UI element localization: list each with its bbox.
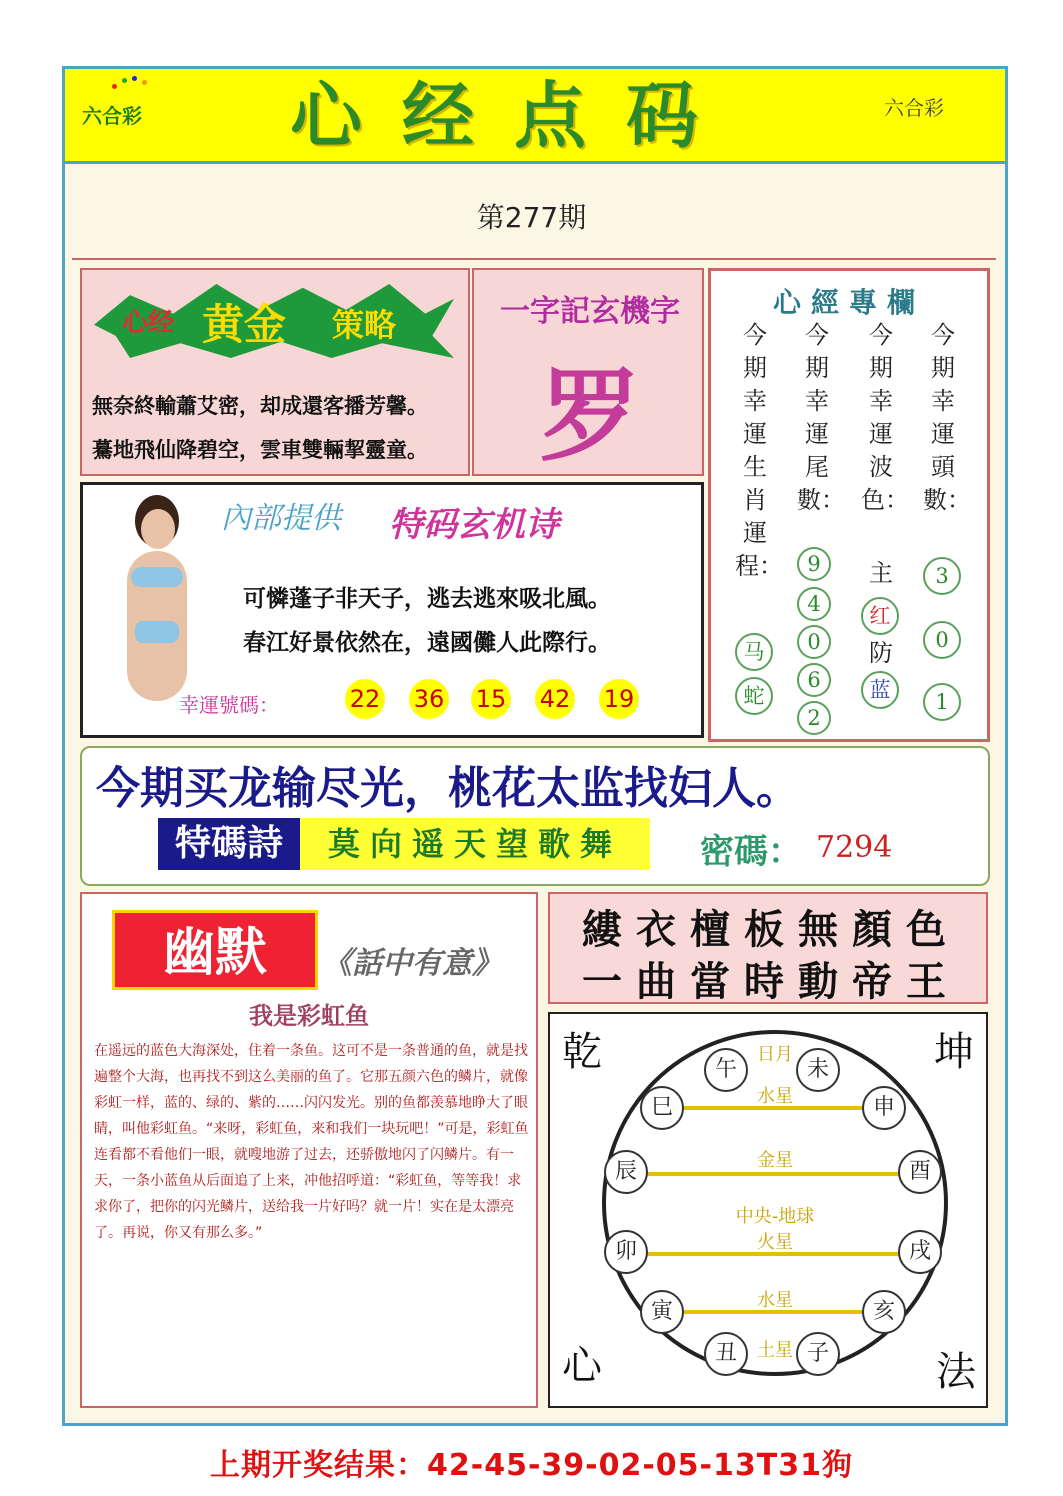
code-value: 7294 bbox=[816, 830, 893, 865]
special-poem-label: 特碼詩 bbox=[158, 818, 300, 870]
golden-line-1: 無奈終輸蕭艾密，却成還客播芳馨。 bbox=[92, 393, 428, 418]
golden-title-b: 黄金 bbox=[202, 300, 287, 349]
corner-top-right: 坤 bbox=[934, 1029, 974, 1075]
zodiac-chen: 辰 bbox=[604, 1150, 648, 1194]
golden-title-a: 心经 bbox=[122, 308, 175, 338]
golden-line-2: 驀地飛仙降碧空，雲車雙輛挈靈童。 bbox=[92, 437, 428, 462]
story-text: 在遥远的蓝色大海深处，住着一条鱼。这可不是一条普通的鱼，就是找遍整个大海，也再找不到这么美丽的鱼了。它那五颜六色的鳞片，就像彩虹一样，蓝的、绿的、紫的……闪闪发光。别的鱼都羡慕地睁大了眼睛，叫他彩虹鱼。“来呀，彩虹鱼，来和我们一块玩吧！”可是，彩虹鱼连看都不看他们一眼，就嗖地游了过去，还骄傲地闪了闪鳞片。有一天，一条小蓝鱼从后面追了上来，冲他招呼道：“彩虹鱼，等等我！求求你了，把你的闪光鳞片，送给我一片好吗？就一片！实在是太漂亮了。再说，你又有那么多。” bbox=[94, 1043, 529, 1241]
poem-box bbox=[80, 482, 704, 738]
logo-dots bbox=[112, 76, 152, 96]
golden-strategy-box bbox=[80, 268, 470, 476]
column-tail-label: 今期幸運尾數： bbox=[797, 321, 845, 514]
zodiac-zi: 子 bbox=[796, 1332, 840, 1376]
planet-mercury-bottom: 水星 bbox=[757, 1290, 793, 1311]
verse-line-2: 一曲當時動帝王 bbox=[582, 958, 960, 1005]
poem-line-1: 可憐蓬子非天子，逃去逃來吸北風。 bbox=[243, 585, 611, 612]
tail-value-1: 9 bbox=[797, 547, 831, 581]
golden-title-c: 策略 bbox=[332, 306, 397, 344]
poem-line-2: 春江好景依然在，遠國儺人此際行。 bbox=[243, 629, 611, 656]
head-value-2: 0 bbox=[923, 621, 961, 659]
zodiac-xu: 戌 bbox=[898, 1230, 942, 1274]
tail-value-2: 4 bbox=[797, 587, 831, 621]
lucky-number-4: 42 bbox=[535, 679, 575, 719]
word-hint-title: 一字記玄機字 bbox=[500, 294, 680, 329]
column-zodiac-label: 今期幸運生肖運程： bbox=[735, 321, 783, 580]
zodiac-value-2: 蛇 bbox=[735, 677, 773, 715]
zodiac-you: 酉 bbox=[898, 1150, 942, 1194]
humor-subtitle: 《話中有意》 bbox=[322, 946, 502, 981]
corner-top-left: 乾 bbox=[562, 1029, 602, 1075]
poem-box-title-b: 特码玄机诗 bbox=[389, 505, 559, 545]
column-wave-label: 今期幸運波色： bbox=[861, 321, 909, 514]
lucky-number-3: 15 bbox=[471, 679, 511, 719]
zodiac-mao: 卯 bbox=[604, 1230, 648, 1274]
wave-guard-label: 防 bbox=[869, 639, 893, 667]
tail-value-5: 2 bbox=[797, 701, 831, 735]
tail-value-4: 6 bbox=[797, 663, 831, 697]
planet-mars: 火星 bbox=[757, 1232, 793, 1253]
wave-guard-value: 蓝 bbox=[861, 671, 899, 709]
zodiac-hai: 亥 bbox=[862, 1290, 906, 1334]
page-title: 心经点码 bbox=[290, 73, 739, 158]
lucky-label: 幸運號碼： bbox=[179, 693, 279, 717]
wave-main-label: 主 bbox=[869, 559, 893, 587]
corner-bottom-left: 心 bbox=[562, 1343, 602, 1389]
story-title: 我是彩虹鱼 bbox=[249, 1001, 369, 1030]
column-title: 心經專欄 bbox=[772, 286, 925, 319]
head-value-1: 3 bbox=[923, 557, 961, 595]
corner-bottom-right: 法 bbox=[936, 1349, 976, 1395]
wheel-bar-2 bbox=[622, 1172, 928, 1176]
code-label: 密碼： bbox=[700, 832, 802, 872]
last-result: 上期开奖结果：42-45-39-02-05-13T31狗 bbox=[210, 1448, 853, 1483]
zodiac-chou: 丑 bbox=[704, 1332, 748, 1376]
planet-venus: 金星 bbox=[757, 1150, 793, 1171]
planet-sun-moon: 日月 bbox=[757, 1044, 793, 1065]
zodiac-si: 巳 bbox=[640, 1086, 684, 1130]
slogan: 今期买龙输尽光，桃花太监找妇人。 bbox=[96, 763, 800, 814]
lucky-number-1: 22 bbox=[345, 679, 385, 719]
zodiac-value-1: 马 bbox=[735, 633, 773, 671]
wave-main-value: 红 bbox=[861, 597, 899, 635]
column-box bbox=[708, 268, 990, 742]
poem-box-title-a: 內部提供 bbox=[221, 501, 341, 536]
planet-saturn: 土星 bbox=[757, 1340, 793, 1361]
divider bbox=[72, 258, 996, 260]
planet-earth: 中央-地球 bbox=[735, 1206, 815, 1227]
logo-right: 六合彩 bbox=[884, 96, 944, 120]
verse-line-1: 縷衣檀板無顏色 bbox=[582, 906, 960, 953]
word-hint-box bbox=[472, 268, 704, 476]
tail-value-3: 0 bbox=[797, 625, 831, 659]
special-poem-text: 莫向遥天望歌舞 bbox=[300, 818, 650, 870]
lucky-number-2: 36 bbox=[409, 679, 449, 719]
lucky-number-5: 19 bbox=[599, 679, 639, 719]
issue-number: 第277期 bbox=[476, 201, 587, 234]
logo-left bbox=[82, 100, 142, 129]
column-head-label: 今期幸運頭數： bbox=[923, 321, 971, 514]
zodiac-yin: 寅 bbox=[640, 1290, 684, 1334]
logo-left-text: 六合彩 bbox=[82, 104, 142, 128]
humor-badge: 幽默 bbox=[112, 910, 318, 990]
zodiac-shen: 申 bbox=[862, 1086, 906, 1130]
zodiac-wei: 未 bbox=[796, 1048, 840, 1092]
word-hint-char: 罗 bbox=[540, 357, 640, 475]
zodiac-wu: 午 bbox=[704, 1048, 748, 1092]
planet-mercury-top: 水星 bbox=[757, 1086, 793, 1107]
head-value-3: 1 bbox=[923, 683, 961, 721]
